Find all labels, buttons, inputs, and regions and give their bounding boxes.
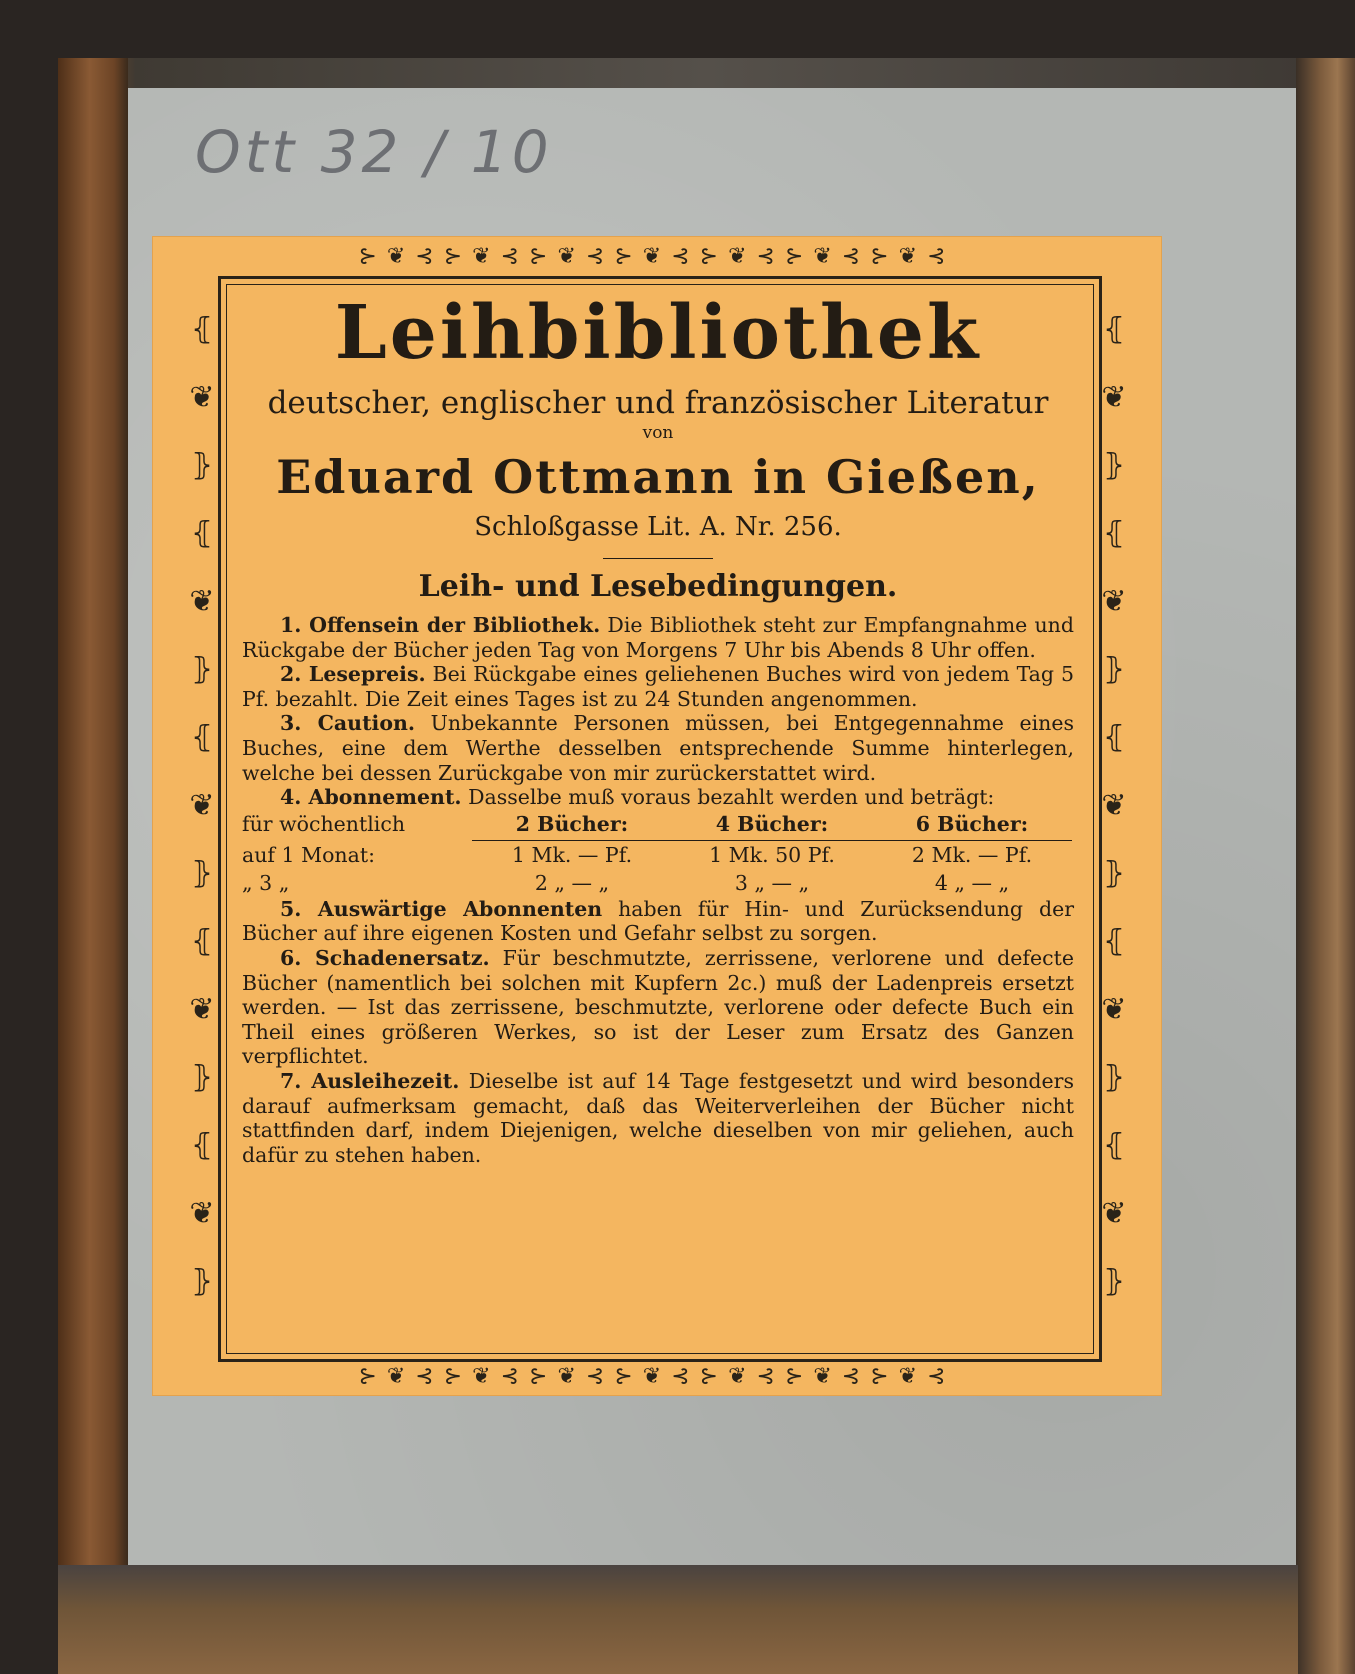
rule-paragraph	[242, 711, 1074, 785]
label-owner: Eduard Ottmann in Gießen,	[276, 450, 1040, 504]
rule-text: Dieselbe ist auf 14 Tage festgesetzt und wird besonders darauf aufmerksam gemacht, daß das Weiterverleihen der Bücher nicht stattfinden darf, indem Diejenigen, welche dieselben von mir geliehen, auch dafür zu stehen haben.	[242, 1068, 1074, 1167]
rule-title: 4. Abonnement.	[280, 785, 462, 810]
subscription-header: 6 Bücher:	[872, 810, 1072, 841]
conditions-heading: Leih- und Lesebedingungen.	[418, 569, 898, 604]
label-address: Schloßgasse Lit. A. Nr. 256.	[474, 512, 842, 542]
rule-paragraph	[242, 946, 1074, 1069]
library-label	[152, 236, 1162, 1396]
rule-text: Dasselbe muß voraus bezahlt werden und beträgt:	[461, 785, 995, 810]
rule-paragraph	[242, 897, 1074, 946]
label-subtitle: deutscher, englischer und französischer Literatur	[267, 385, 1049, 421]
book-spine	[1296, 58, 1355, 1674]
subscription-header: 2 Bücher:	[472, 810, 672, 841]
label-title: Leihbibliothek	[334, 290, 982, 376]
divider	[603, 558, 713, 559]
subscription-price: 2 „ — „	[534, 870, 610, 895]
subscription-table	[242, 810, 1074, 897]
subscription-row-label: für wöchentlich	[242, 811, 406, 836]
rule-text: haben für Hin- und Zurücksendung der Bücher auf ihre eigenen Kosten und Gefahr selbst zu sorgen.	[242, 896, 1074, 946]
shelfmark-annotation: Ott 32 / 10	[195, 118, 553, 186]
ornament-border-left: ⦃ ❦ ⦄ ⦃ ❦ ⦄ ⦃ ❦ ⦄ ⦃ ❦ ⦄ ⦃ ❦ ⦄	[189, 312, 215, 1299]
rule-text: Die Bibliothek steht zur Empfangnahme und Rückgabe der Bücher jeden Tag von Morgens 7 Uhr bis Abends 8 Uhr offen.	[242, 613, 1074, 662]
subscription-price: 4 „ — „	[934, 870, 1010, 895]
rule-paragraph	[242, 613, 1074, 662]
subscription-price: 1 Mk. 50 Pf.	[709, 842, 835, 867]
rule-paragraph	[242, 1069, 1074, 1167]
rule-paragraph	[242, 785, 1074, 810]
subscription-price: 1 Mk. — Pf.	[511, 842, 633, 867]
leather-edge-left	[58, 58, 128, 1674]
rule-text: Für beschmutzte, zerrissene, verlorene und defecte Bücher (namentlich bei solchen mit Kupfern 2c.) muß der Ladenpreis ersetzt werden. — Ist das zerrissene, beschmutzte, verlorene oder defecte Buch ein Theil eines größeren Werkes, so ist der Leser zum Ersatz des Ganzen verpflichtet.	[242, 945, 1074, 1069]
ornament-border-right: ⦃ ❦ ⦄ ⦃ ❦ ⦄ ⦃ ❦ ⦄ ⦃ ❦ ⦄ ⦃ ❦ ⦄	[1101, 312, 1127, 1299]
conditions-body	[242, 613, 1074, 1167]
leather-edge-bottom	[58, 1565, 1298, 1674]
rule-title: 1. Offensein der Bibliothek.	[280, 613, 601, 637]
subscription-period: „ 3 „	[242, 870, 290, 895]
rule-title: 3. Caution.	[280, 711, 416, 736]
label-content	[242, 288, 1074, 1167]
rule-text: Bei Rückgabe eines geliehenen Buches wird von jedem Tag 5 Pf. bezahlt. Die Zeit eines Tages ist zu 24 Stunden angenommen.	[242, 662, 1074, 711]
subscription-header: 4 Bücher:	[672, 810, 872, 841]
rule-title: 2. Lesepreis.	[280, 662, 426, 687]
ornament-border-top: ⊱❦⊰⊱❦⊰⊱❦⊰⊱❦⊰⊱❦⊰⊱❦⊰⊱❦⊰	[358, 244, 956, 269]
label-von: von	[642, 423, 674, 443]
rule-title: 6. Schadenersatz.	[280, 945, 490, 970]
rule-paragraph	[242, 662, 1074, 711]
rule-title: 5. Auswärtige Abonnenten	[280, 896, 603, 921]
rule-text: Unbekannte Personen müssen, bei Entgegennahme eines Buches, eine dem Werthe desselben entsprechende Summe hinterlegen, welche bei dessen Zurückgabe von mir zurückerstattet wird.	[242, 711, 1074, 785]
ornament-border-bottom: ⊱❦⊰⊱❦⊰⊱❦⊰⊱❦⊰⊱❦⊰⊱❦⊰⊱❦⊰	[358, 1364, 956, 1389]
subscription-period: auf 1 Monat:	[242, 842, 375, 867]
subscription-price: 2 Mk. — Pf.	[911, 842, 1033, 867]
subscription-price: 3 „ — „	[734, 870, 810, 895]
rule-title: 7. Ausleihezeit.	[280, 1068, 460, 1093]
